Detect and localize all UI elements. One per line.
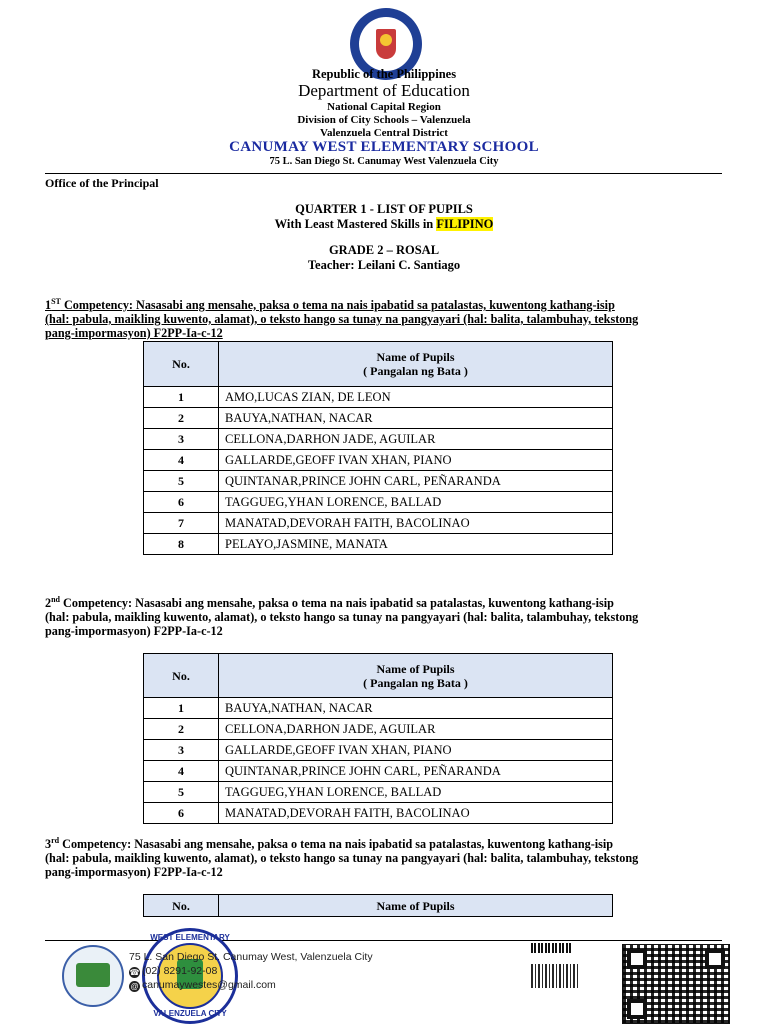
pupil-name: CELLONA,DARHON JADE, AGUILAR: [219, 429, 613, 450]
footer-phone: ☎ (02) 8291-92-08: [129, 965, 218, 977]
barcode-icon: [531, 943, 571, 953]
table-row: [144, 719, 613, 740]
office-label: Office of the Principal: [45, 176, 159, 190]
competency-3-line1: 3rd Competency: Nasasabi ang mensahe, paksa o tema na nais ipabatid sa patalastas, kuwentong kathang-isip: [45, 835, 614, 851]
row-number: 1: [144, 698, 219, 719]
pupils-table-3: [143, 894, 613, 917]
table-row: [144, 513, 613, 534]
header-divider: [45, 173, 722, 174]
subject-highlight: FILIPINO: [436, 217, 494, 231]
small-qr-icon: [531, 964, 579, 988]
pupil-name: AMO,LUCAS ZIAN, DE LEON: [219, 387, 613, 408]
header-department: Department of Education: [298, 81, 470, 100]
pupil-name: MANATAD,DEVORAH FAITH, BACOLINAO: [219, 803, 613, 824]
header-division: Division of City Schools – Valenzuela: [297, 114, 471, 126]
table-row: [144, 803, 613, 824]
table-row: [144, 471, 613, 492]
table-row: [144, 740, 613, 761]
col-no: No.: [144, 342, 219, 387]
pupil-name: QUINTANAR,PRINCE JOHN CARL, PEÑARANDA: [219, 761, 613, 782]
competency-2-line1: 2nd Competency: Nasasabi ang mensahe, paksa o tema na nais ipabatid sa patalastas, kuwentong kathang-isip: [45, 594, 614, 610]
pupils-table-1: [143, 341, 613, 555]
document-subtitle: [0, 217, 768, 232]
row-number: 1: [144, 387, 219, 408]
table-row: [144, 492, 613, 513]
header-region: National Capital Region: [327, 101, 441, 113]
row-number: 2: [144, 719, 219, 740]
row-number: 7: [144, 513, 219, 534]
competency-1-line1: 1ST Competency: Nasasabi ang mensahe, paksa o tema na nais ipabatid sa patalastas, kuwentong kathang-isip: [45, 296, 615, 312]
competency-3-line3: pang-impormasyon) F2PP-Ia-c-12: [45, 865, 223, 879]
pupil-name: CELLONA,DARHON JADE, AGUILAR: [219, 719, 613, 740]
col-name: Name of Pupils ( Pangalan ng Bata ): [219, 654, 613, 698]
row-number: 3: [144, 740, 219, 761]
footer-address: 75 L. San Diego St. Canumay West, Valenzuela City: [129, 951, 373, 963]
row-number: 5: [144, 471, 219, 492]
col-no: No.: [144, 654, 219, 698]
canumay-west-logo-icon: WEST ELEMENTARY VALENZUELA CITY: [142, 928, 238, 1024]
pupil-name: GALLARDE,GEOFF IVAN XHAN, PIANO: [219, 450, 613, 471]
competency-3: [45, 837, 725, 879]
competency-1: [45, 298, 725, 340]
table-row: [144, 429, 613, 450]
table-row: [144, 387, 613, 408]
table-row: [144, 698, 613, 719]
competency-2-line3: pang-impormasyon) F2PP-Ia-c-12: [45, 624, 223, 638]
table-row: [144, 534, 613, 555]
pupil-name: QUINTANAR,PRINCE JOHN CARL, PEÑARANDA: [219, 471, 613, 492]
pupil-name: BAUYA,NATHAN, NACAR: [219, 408, 613, 429]
pupil-name: TAGGUEG,YHAN LORENCE, BALLAD: [219, 782, 613, 803]
competency-1-line2: (hal: pabula, maikling kuwento, alamat), o teksto hango sa tunay na pangyayari (hal: balita, talambuhay, tekstong: [45, 312, 639, 326]
qr-code-icon: [622, 944, 730, 1024]
document-title: QUARTER 1 - LIST OF PUPILS: [295, 202, 473, 216]
header-republic: Republic of the Philippines: [311, 67, 457, 81]
phone-icon: ☎: [129, 968, 140, 977]
row-number: 2: [144, 408, 219, 429]
pupil-name: PELAYO,JASMINE, MANATA: [219, 534, 613, 555]
school-name: CANUMAY WEST ELEMENTARY SCHOOL: [229, 139, 539, 155]
table-row: [144, 782, 613, 803]
school-address: 75 L. San Diego St. Canumay West Valenzuela City: [269, 156, 499, 167]
row-number: 4: [144, 450, 219, 471]
grade-section: GRADE 2 – ROSAL: [328, 243, 440, 257]
pupil-name: TAGGUEG,YHAN LORENCE, BALLAD: [219, 492, 613, 513]
row-number: 5: [144, 782, 219, 803]
footer-email: @ canumaywestes@gmail.com: [130, 979, 276, 991]
competency-1-line3: pang-impormasyon) F2PP-Ia-c-12: [45, 326, 223, 340]
subtitle-prefix: With Least Mastered Skills in: [274, 217, 437, 231]
school-logo-icon: [62, 945, 124, 1007]
competency-2: [45, 596, 725, 638]
table-row: [144, 761, 613, 782]
col-no: No.: [144, 895, 219, 917]
row-number: 6: [144, 803, 219, 824]
table-row: [144, 450, 613, 471]
row-number: 8: [144, 534, 219, 555]
col-name: Name of Pupils ( Pangalan ng Bata ): [219, 342, 613, 387]
col-name: Name of Pupils: [219, 895, 613, 917]
row-number: 6: [144, 492, 219, 513]
pupil-name: MANATAD,DEVORAH FAITH, BACOLINAO: [219, 513, 613, 534]
pupils-table-2: [143, 653, 613, 824]
pupil-name: GALLARDE,GEOFF IVAN XHAN, PIANO: [219, 740, 613, 761]
header-district: Valenzuela Central District: [320, 127, 448, 139]
teacher-name: Teacher: Leilani C. Santiago: [307, 258, 461, 272]
row-number: 3: [144, 429, 219, 450]
pupil-name: BAUYA,NATHAN, NACAR: [219, 698, 613, 719]
row-number: 4: [144, 761, 219, 782]
email-icon: @: [130, 982, 139, 991]
competency-3-line2: (hal: pabula, maikling kuwento, alamat), o teksto hango sa tunay na pangyayari (hal: balita, talambuhay, tekstong: [45, 851, 639, 865]
competency-2-line2: (hal: pabula, maikling kuwento, alamat), o teksto hango sa tunay na pangyayari (hal: balita, talambuhay, tekstong: [45, 610, 639, 624]
table-row: [144, 408, 613, 429]
